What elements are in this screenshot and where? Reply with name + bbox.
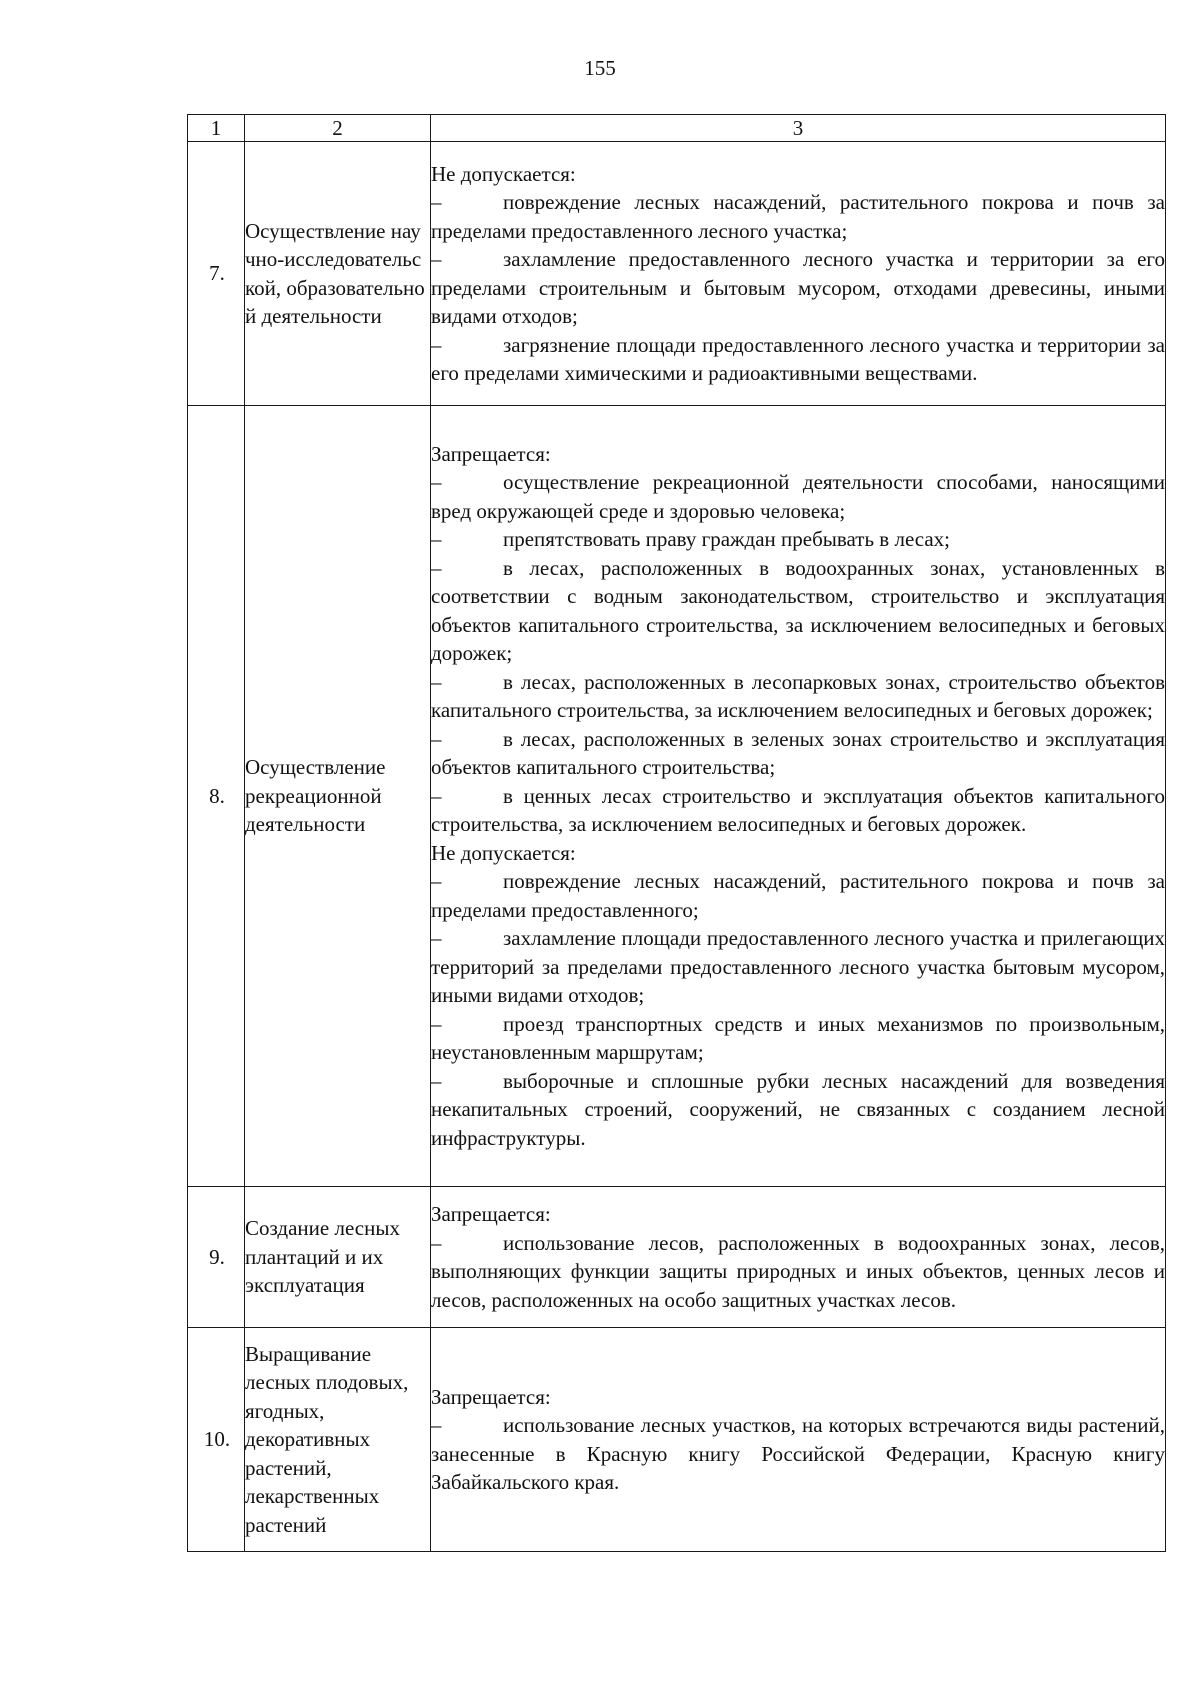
table-row xyxy=(188,1328,1166,1552)
rule-item: – осуществление рекреационной деятельности способами, наносящими вред окружающей среде и здоровью человека; xyxy=(431,470,1165,523)
rule-item: – препятствовать праву граждан пребывать в лесах; xyxy=(431,525,1165,554)
row-number: 9. xyxy=(188,1187,245,1328)
rule-heading: Запрещается: xyxy=(431,1384,551,1409)
rule-item: – в лесах, расположенных в лесопарковых зонах, строительство объектов капитального строительства, за исключением велосипедных и беговых дорожек; xyxy=(431,669,1165,723)
restrictions-table xyxy=(187,114,1166,1552)
dash-marker: – xyxy=(431,783,442,808)
dash-marker: – xyxy=(431,1413,442,1437)
dash-marker: – xyxy=(431,1230,442,1255)
rules-cell xyxy=(431,142,1166,406)
dash-marker: – xyxy=(431,555,442,580)
dash-marker: – xyxy=(431,332,442,357)
rule-heading: Не допускается: xyxy=(431,161,576,186)
rule-heading: Запрещается: xyxy=(431,441,551,466)
rule-item: – загрязнение площади предоставленного лесного участка и территории за его пределами химическими и радиоактивными веществами. xyxy=(431,332,1165,385)
dash-marker: – xyxy=(431,190,442,214)
rule-item: – выборочные и сплошные рубки лесных насаждений для возведения некапитальных строений, сооружений, не связанных с созданием лесной инфраструктуры. xyxy=(431,1068,1165,1150)
dash-marker: – xyxy=(431,527,442,552)
rule-heading: Запрещается: xyxy=(431,1202,551,1226)
rule-item: – в лесах, расположенных в зеленых зонах строительство и эксплуатация объектов капитального строительства; xyxy=(431,726,1165,780)
rules-cell xyxy=(431,1328,1166,1552)
dash-marker: – xyxy=(431,926,442,951)
row-number: 10. xyxy=(188,1328,245,1552)
row-number: 7. xyxy=(188,142,245,406)
dash-marker: – xyxy=(431,1068,442,1093)
rule-item: – захламление предоставленного лесного участка и территории за его пределами строительным и бытовым мусором, отходами древесины, иными видами отходов; xyxy=(431,247,1165,328)
dash-marker: – xyxy=(431,247,442,271)
row-number: 8. xyxy=(188,406,245,1187)
column-header: 2 xyxy=(245,115,431,142)
dash-marker: – xyxy=(431,869,442,894)
table-row xyxy=(188,406,1166,1187)
table-row xyxy=(188,142,1166,406)
rules-cell xyxy=(431,1187,1166,1328)
activity-cell: Создание лесных плантаций и их эксплуатация xyxy=(245,1187,431,1328)
table-row xyxy=(188,1187,1166,1328)
rule-item: – использование лесов, расположенных в водоохранных зонах, лесов, выполняющих функции защиты природных и иных объектов, ценных лесов и лесов, расположенных на особо защитных участках лесов. xyxy=(431,1230,1165,1312)
dash-marker: – xyxy=(431,1011,442,1036)
rule-item: – использование лесных участков, на которых встречаются виды растений, занесенные в Красную книгу Российской Федерации, Красную книгу Забайкальского края. xyxy=(431,1413,1165,1494)
rule-item: – повреждение лесных насаждений, растительного покрова и почв за пределами предоставленного лесного участка; xyxy=(431,190,1165,243)
rule-item: – захламление площади предоставленного лесного участка и прилегающих территорий за пределами предоставленного лесного участка бытовым мусором, иными видами отходов; xyxy=(431,926,1165,1008)
rule-item: – проезд транспортных средств и иных механизмов по произвольным, неустановленным маршрутам; xyxy=(431,1011,1165,1065)
rule-item: – в лесах, расположенных в водоохранных зонах, установленных в соответствии с водным законодательством, строительство и эксплуатация объектов капитального строительства, за исключением велосипедных и беговых дорожек; xyxy=(431,555,1165,666)
activity-cell: Осуществление научно-исследовательс кой, образовательно й деятельности xyxy=(245,142,431,406)
rule-heading: Не допускается: xyxy=(431,840,576,865)
page-number: 155 xyxy=(584,56,616,80)
dash-marker: – xyxy=(431,669,442,694)
dash-marker: – xyxy=(431,470,442,495)
rule-item: – в ценных лесах строительство и эксплуатация объектов капитального строительства, за исключением велосипедных и беговых дорожек. xyxy=(431,783,1165,837)
table-header-row xyxy=(188,115,1166,142)
rules-cell xyxy=(431,406,1166,1187)
activity-cell: Выращивание лесных плодовых, ягодных, декоративных растений, лекарственных растений xyxy=(245,1328,431,1552)
column-header: 1 xyxy=(188,115,245,142)
rule-item: – повреждение лесных насаждений, растительного покрова и почв за пределами предоставленного; xyxy=(431,869,1165,922)
dash-marker: – xyxy=(431,726,442,751)
column-header: 3 xyxy=(431,115,1166,142)
activity-cell: Осуществление рекреационной деятельности xyxy=(245,406,431,1187)
